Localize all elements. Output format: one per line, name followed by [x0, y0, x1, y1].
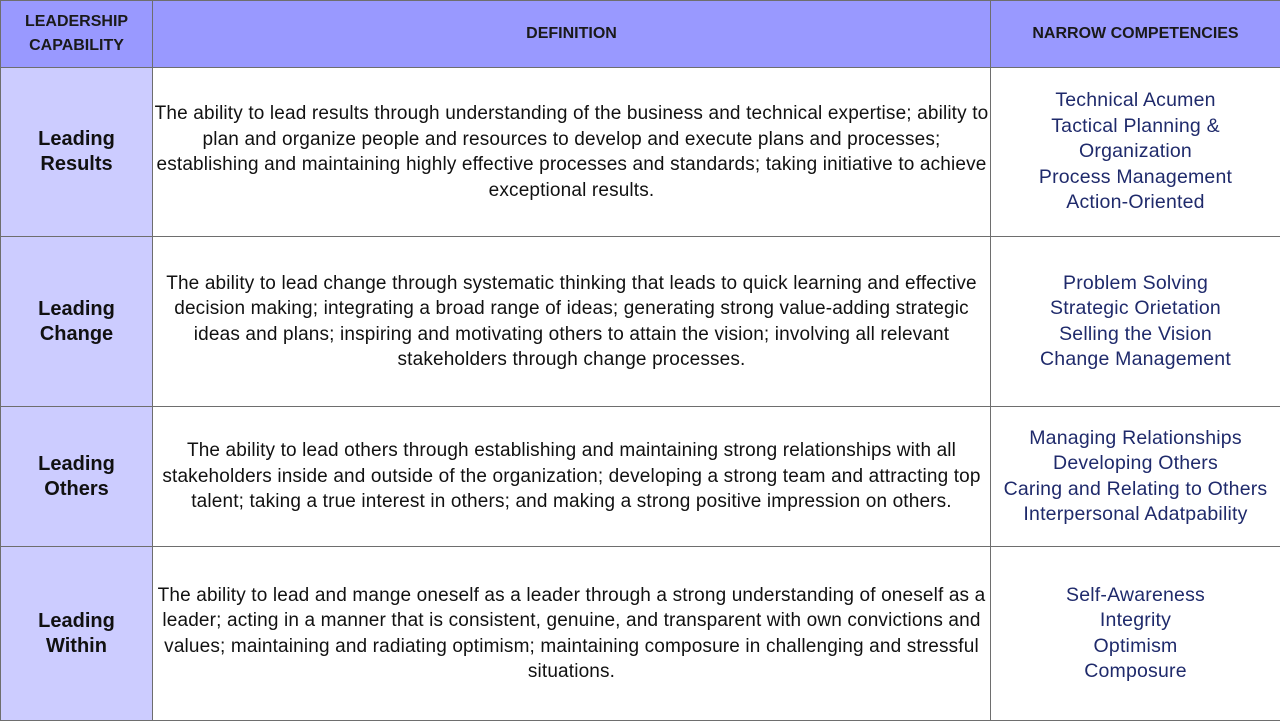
- table-row-leading-results: [1, 68, 1280, 237]
- definition-cell: [153, 547, 991, 721]
- capability-cell: [1, 547, 153, 721]
- table-row-leading-change: [1, 237, 1280, 407]
- capability-name-line2: Change: [1, 322, 152, 347]
- competency-item: Change Management: [991, 347, 1280, 373]
- definition-cell: [153, 68, 991, 237]
- competency-item: Integrity: [991, 608, 1280, 634]
- competency-item: Self-Awareness: [991, 583, 1280, 609]
- definition-text: The ability to lead results through understanding of the business and technical expertise; ability to plan and organize people and resources to develop and execute plans and processes; establishing and maintaining highly effective processes and standards; taking initiative to achieve exceptional results.: [154, 101, 990, 203]
- definition-text: The ability to lead change through systematic thinking that leads to quick learning and effective decision making; integrating a broad range of ideas; generating strong value-adding strategic ideas and plans; inspiring and motivating others to attain the vision; involving all relevant stakeholders through change processes.: [164, 271, 979, 373]
- definition-text: The ability to lead and mange oneself as a leader through a strong understanding of oneself as a leader; acting in a manner that is consistent, genuine, and transparent with own convictions and values; maintaining and radiating optimism; maintaining composure in challenging and stressful situations.: [156, 583, 988, 685]
- header-row: [1, 1, 1280, 68]
- header-capability-line2: CAPABILITY: [1, 34, 152, 58]
- capability-cell: [1, 237, 153, 407]
- capability-name-line2: Results: [1, 152, 152, 177]
- table-row-leading-others: [1, 407, 1280, 547]
- competency-item: Technical Acumen: [991, 88, 1280, 114]
- definition-cell: [153, 407, 991, 547]
- capability-name-line2: Others: [1, 477, 152, 502]
- competency-item: Organization: [991, 139, 1280, 165]
- competency-item: Selling the Vision: [991, 322, 1280, 348]
- competency-item: Interpersonal Adatpability: [991, 502, 1280, 528]
- definition-text: The ability to lead others through establishing and maintaining strong relationships with all stakeholders inside and outside of the organization; developing a strong team and attracting top talent; taking a true interest in others; and making a strong positive impression on others.: [159, 438, 985, 515]
- competencies-cell: [991, 407, 1280, 547]
- competency-item: Process Management: [991, 165, 1280, 191]
- competency-item: Composure: [991, 659, 1280, 685]
- header-capability: [1, 1, 153, 68]
- definition-cell: [153, 237, 991, 407]
- competency-item: Tactical Planning &: [991, 114, 1280, 140]
- table-row-leading-within: [1, 547, 1280, 721]
- capability-name-line1: Leading: [1, 297, 152, 322]
- competencies-cell: [991, 237, 1280, 407]
- capability-name-line1: Leading: [1, 609, 152, 634]
- capability-name-line2: Within: [1, 634, 152, 659]
- competencies-cell: [991, 547, 1280, 721]
- capability-cell: [1, 407, 153, 547]
- header-competencies: NARROW COMPETENCIES: [991, 1, 1280, 68]
- competency-item: Optimism: [991, 634, 1280, 660]
- competency-item: Strategic Orietation: [991, 296, 1280, 322]
- competency-item: Managing Relationships: [991, 426, 1280, 452]
- competency-item: Caring and Relating to Others: [991, 477, 1280, 503]
- header-definition: DEFINITION: [153, 1, 991, 68]
- competency-item: Developing Others: [991, 451, 1280, 477]
- capability-name-line1: Leading: [1, 452, 152, 477]
- competency-item: Action-Oriented: [991, 190, 1280, 216]
- competency-item: Problem Solving: [991, 271, 1280, 297]
- header-capability-line1: LEADERSHIP: [1, 10, 152, 34]
- capability-name-line1: Leading: [1, 127, 152, 152]
- competencies-cell: [991, 68, 1280, 237]
- capability-cell: [1, 68, 153, 237]
